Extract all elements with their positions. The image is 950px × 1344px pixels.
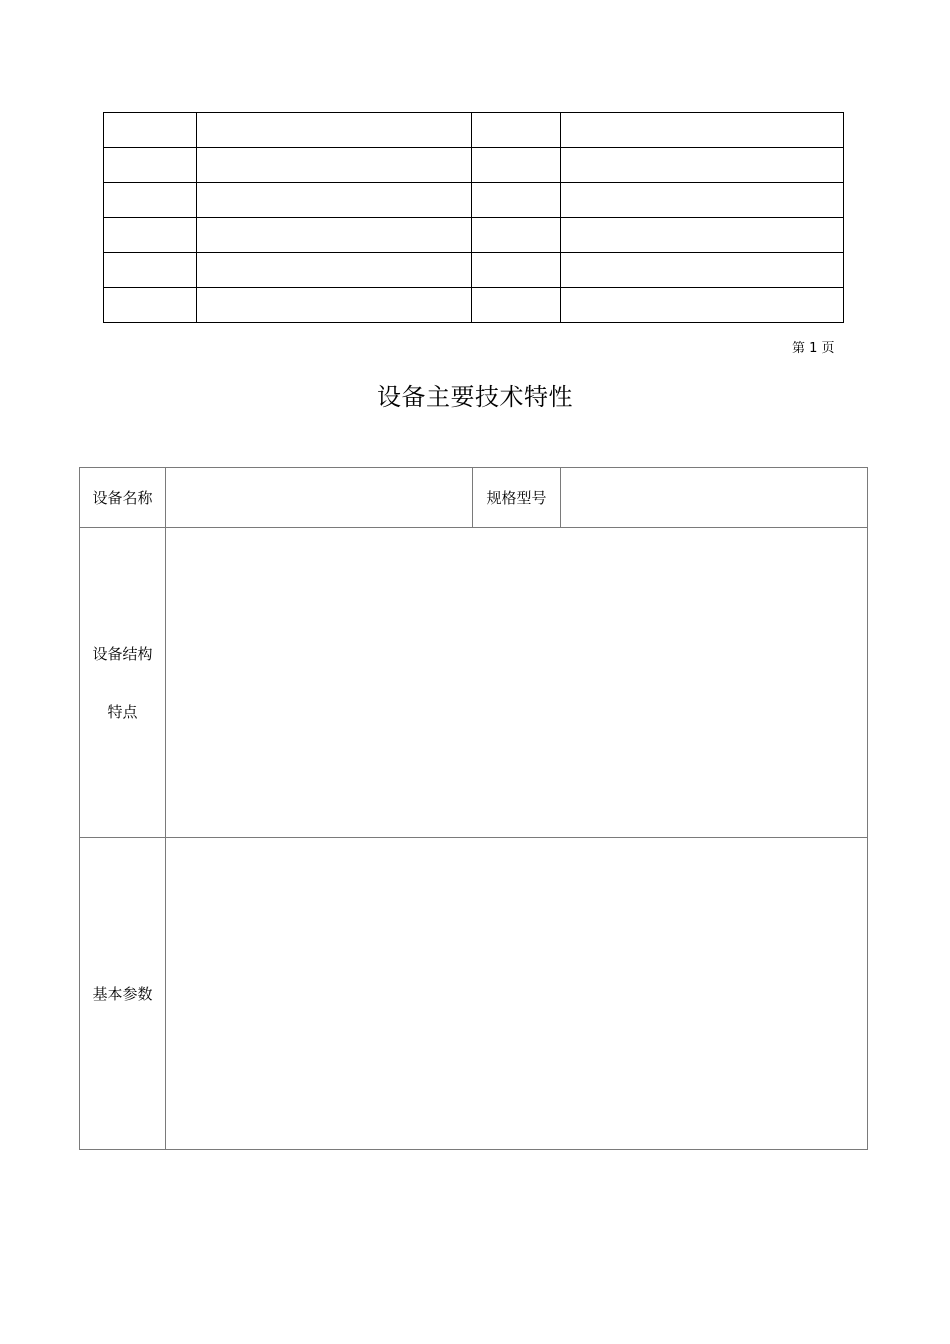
spec-table [79,467,868,1150]
equipment-name-label: 设备名称 [80,468,166,528]
table-cell [561,183,844,218]
basic-params-label: 基本参数 [80,838,166,1150]
table-row [104,113,844,148]
structure-field[interactable] [166,528,868,838]
blank-grid-table [103,112,844,323]
table-cell [561,218,844,253]
table-cell [104,253,197,288]
table-cell [197,183,472,218]
table-row [80,838,868,1150]
page-title: 设备主要技术特性 [377,383,573,411]
structure-label-line1: 设备结构 [92,644,153,663]
structure-label-line2: 特点 [107,702,138,721]
table-cell [104,148,197,183]
table-cell [561,288,844,323]
table-cell [197,253,472,288]
table-cell [472,148,561,183]
table-cell [472,113,561,148]
structure-label [80,528,166,838]
model-field[interactable] [561,468,868,528]
table-cell [561,253,844,288]
table-row [104,288,844,323]
table-row [104,148,844,183]
table-row [104,253,844,288]
table-cell [472,183,561,218]
table-cell [104,288,197,323]
table-row [80,528,868,838]
table-cell [197,288,472,323]
basic-params-field[interactable] [166,838,868,1150]
table-cell [472,218,561,253]
table-row [104,218,844,253]
table-cell [472,253,561,288]
table-row [80,468,868,528]
table-cell [561,148,844,183]
model-label: 规格型号 [473,468,561,528]
equipment-name-field[interactable] [166,468,473,528]
table-cell [104,113,197,148]
table-cell [197,113,472,148]
table-row [104,183,844,218]
table-cell [197,218,472,253]
table-cell [472,288,561,323]
table-cell [104,183,197,218]
table-cell [561,113,844,148]
page-number: 第 1 页 [792,341,835,356]
table-cell [197,148,472,183]
table-cell [104,218,197,253]
